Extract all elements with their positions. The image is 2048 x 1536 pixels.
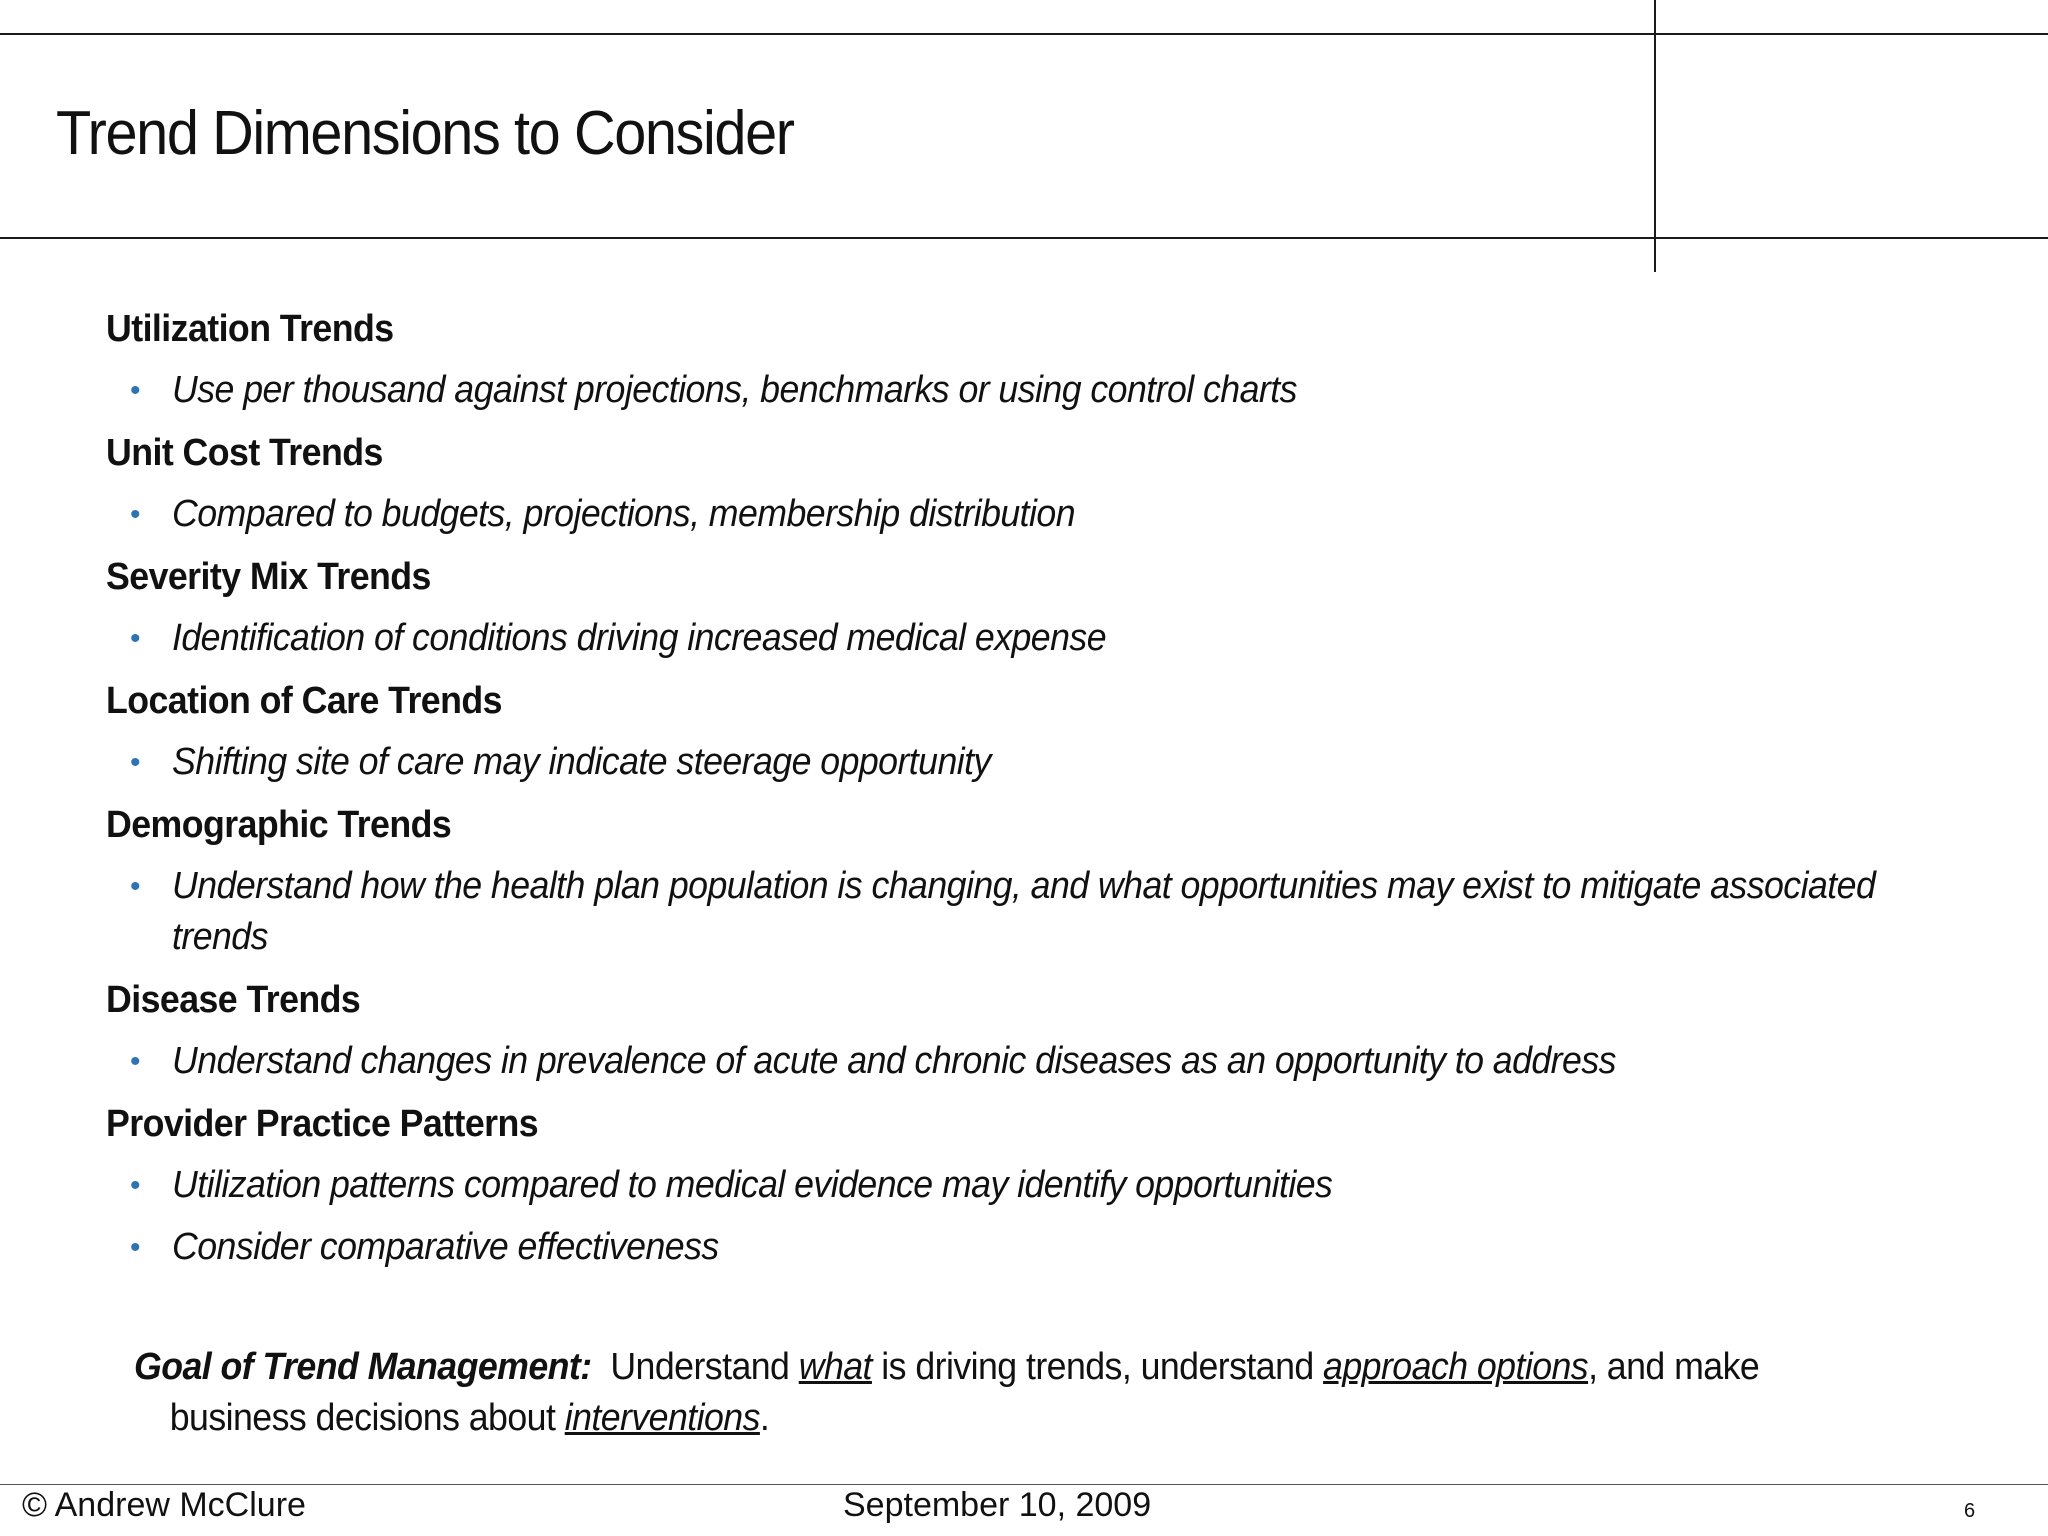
top-rule — [0, 33, 2048, 35]
bullet-item — [106, 856, 1966, 969]
goal-emphasis-what: what — [798, 1346, 872, 1388]
bullet-item — [106, 1155, 1966, 1217]
bullet-text: Shifting site of care may indicate steerage opportunity — [172, 741, 991, 783]
bullet-item — [106, 360, 1966, 422]
bullet-item — [106, 1031, 1966, 1093]
goal-text-part: . — [759, 1397, 770, 1439]
bullet-dot-icon: • — [130, 1045, 140, 1078]
bullet-item — [106, 484, 1966, 546]
bullet-text: Understand how the health plan population is changing, and what opportunities may exist to mitigate associated trends — [172, 865, 1876, 958]
goal-text-part: Understand — [610, 1346, 790, 1388]
section-heading-severity-mix: Severity Mix Trends — [106, 556, 431, 598]
bullet-text: Utilization patterns compared to medical evidence may identify opportunities — [172, 1164, 1333, 1206]
bullet-dot-icon: • — [130, 1231, 140, 1264]
goal-label: Goal of Trend Management: — [134, 1346, 592, 1388]
goal-emphasis-approach-options: approach options — [1323, 1346, 1589, 1388]
bullet-dot-icon: • — [130, 498, 140, 531]
goal-second-line — [134, 1393, 1901, 1444]
section-heading-unit-cost: Unit Cost Trends — [106, 432, 383, 474]
bullet-text: Identification of conditions driving increased medical expense — [172, 617, 1107, 659]
page-number: 6 — [1964, 1500, 1976, 1522]
bullet-item — [106, 1217, 1966, 1279]
bullet-text: Compared to budgets, projections, membership distribution — [172, 493, 1076, 535]
footer-date: September 10, 2009 — [843, 1486, 1152, 1524]
goal-text-part: business decisions about — [169, 1397, 556, 1439]
bullet-item — [106, 608, 1966, 670]
bullet-dot-icon: • — [130, 870, 140, 903]
title-vertical-rule — [1654, 0, 1656, 272]
footer-copyright: © Andrew McClure — [22, 1486, 306, 1524]
slide-body — [106, 298, 1966, 1279]
goal-text-part: is driving trends, understand — [881, 1346, 1314, 1388]
bullet-text: Consider comparative effectiveness — [172, 1226, 719, 1268]
section-heading-provider-practice: Provider Practice Patterns — [106, 1103, 539, 1145]
goal-emphasis-interventions: interventions — [564, 1397, 760, 1439]
bullet-dot-icon: • — [130, 1169, 140, 1202]
bullet-text: Use per thousand against projections, benchmarks or using control charts — [172, 369, 1297, 411]
title-bottom-rule — [0, 237, 2048, 239]
section-heading-utilization: Utilization Trends — [106, 308, 394, 350]
bullet-text: Understand changes in prevalence of acute and chronic diseases as an opportunity to address — [172, 1040, 1616, 1082]
slide-title: Trend Dimensions to Consider — [56, 99, 794, 168]
footer-rule — [0, 1484, 2048, 1485]
goal-text — [134, 1342, 1901, 1444]
bullet-dot-icon: • — [130, 622, 140, 655]
bullet-item — [106, 732, 1966, 794]
bullet-dot-icon: • — [130, 374, 140, 407]
section-heading-location-of-care: Location of Care Trends — [106, 680, 502, 722]
goal-statement — [134, 1342, 1894, 1444]
section-heading-disease: Disease Trends — [106, 979, 361, 1021]
goal-text-part: , and make — [1588, 1346, 1760, 1388]
section-heading-demographic: Demographic Trends — [106, 804, 452, 846]
bullet-dot-icon: • — [130, 746, 140, 779]
